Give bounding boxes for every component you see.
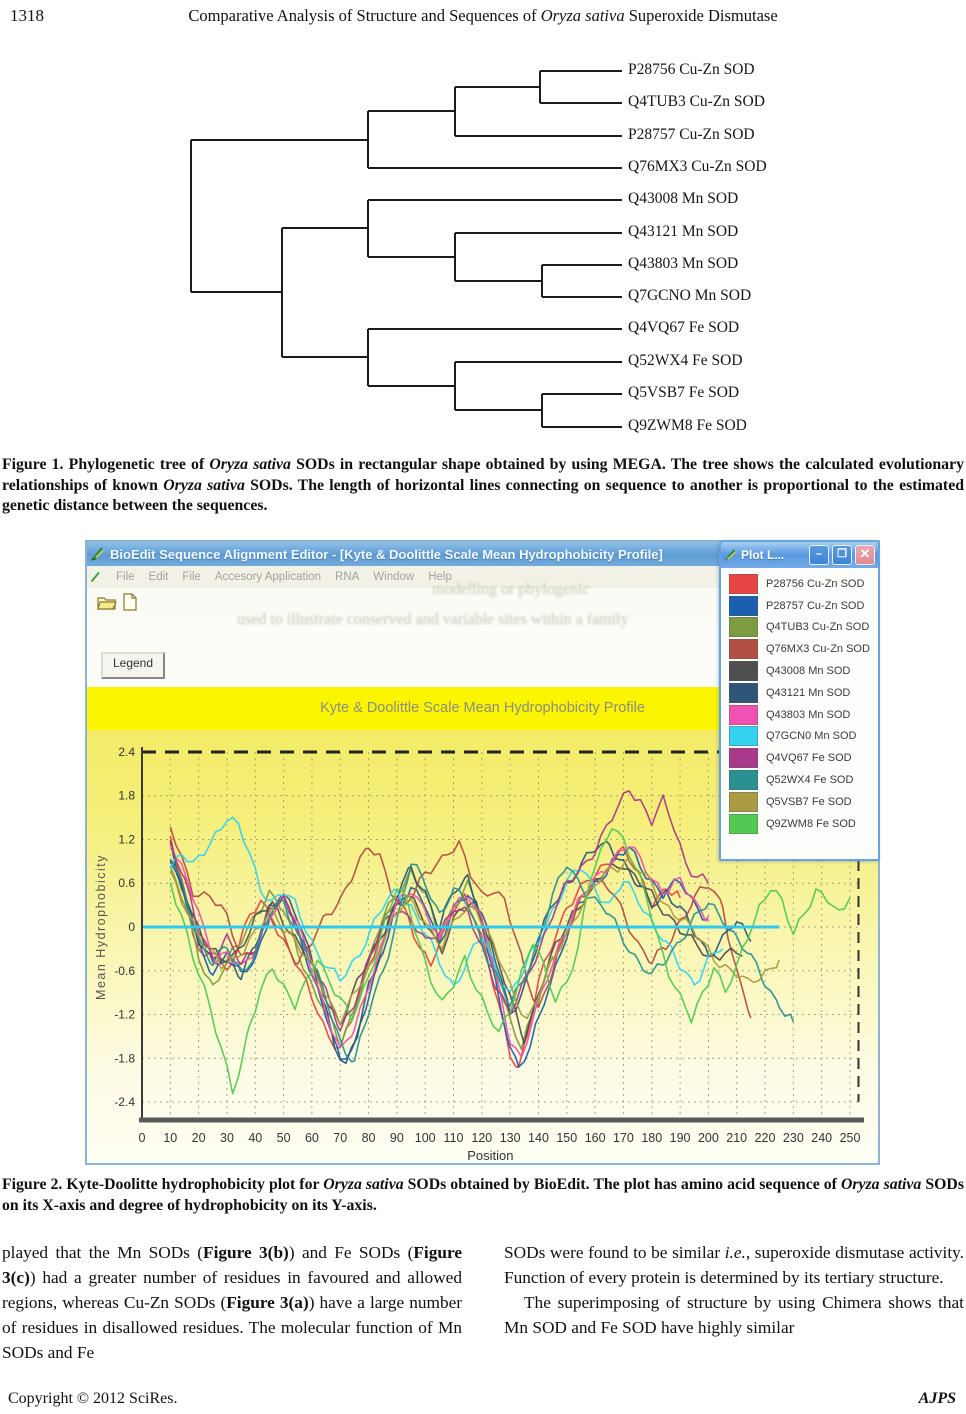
tree-leaf-label: Q76MX3 Cu-Zn SOD <box>628 158 767 175</box>
legend-item-label: Q9ZWM8 Fe SOD <box>766 817 856 830</box>
legend-color-chip <box>729 596 758 616</box>
svg-text:30: 30 <box>220 1131 234 1145</box>
legend-item-label: Q43121 Mn SOD <box>766 686 851 699</box>
svg-text:140: 140 <box>528 1131 549 1145</box>
svg-text:0: 0 <box>138 1131 146 1145</box>
text-segment: played that the Mn SODs ( <box>2 1243 204 1262</box>
text-segment: SODs in rectangular shape obtained by using MEGA. The tree shows the calculated evolutionary relationships of known <box>2 456 964 494</box>
bioedit-window <box>85 540 880 1165</box>
maximize-button[interactable]: ❒ <box>832 545 852 565</box>
text-segment: SODs on its X-axis and degree of hydrophobicity on its Y-axis. <box>2 1176 964 1214</box>
legend-item[interactable] <box>729 769 878 791</box>
text-segment: Oryza sativa <box>540 6 625 25</box>
text-segment: Oryza sativa <box>209 456 291 473</box>
legend-item[interactable] <box>729 638 878 660</box>
svg-text:130: 130 <box>499 1131 521 1145</box>
legend-color-chip <box>729 748 758 768</box>
menu-item-file[interactable]: File <box>116 571 135 583</box>
svg-text:90: 90 <box>389 1131 404 1145</box>
text-segment: Oryza sativa <box>840 1176 922 1193</box>
svg-text:100: 100 <box>414 1131 436 1145</box>
svg-text:200: 200 <box>697 1131 719 1145</box>
body-column-left <box>2 1240 462 1365</box>
legend-item-label: Q4VQ67 Fe SOD <box>766 752 852 765</box>
menu-item-rna[interactable]: RNA <box>335 571 360 583</box>
svg-text:0.6: 0.6 <box>118 876 135 891</box>
svg-text:240: 240 <box>811 1131 833 1145</box>
legend-color-chip <box>729 770 758 790</box>
legend-button[interactable]: Legend <box>101 652 165 679</box>
svg-text:2.4: 2.4 <box>118 744 135 759</box>
svg-text:230: 230 <box>782 1131 804 1145</box>
tree-leaf-label: Q4TUB3 Cu-Zn SOD <box>628 93 765 110</box>
svg-text:160: 160 <box>584 1131 606 1145</box>
svg-text:210: 210 <box>726 1131 748 1145</box>
bleedthrough-text-1: modelling or phylogenic <box>432 581 590 598</box>
text-segment: ) have a large number of residues in disallowed residues. The molecular function of Mn SODs and Fe <box>2 1293 463 1362</box>
legend-item[interactable] <box>729 791 878 813</box>
chart-title: Kyte & Doolittle Scale Mean Hydrophobicity Profile <box>320 700 645 716</box>
body-column-right <box>504 1240 964 1340</box>
svg-text:Position: Position <box>467 1148 514 1163</box>
svg-text:-1.8: -1.8 <box>114 1051 135 1066</box>
body-paragraph-2: The superimposing of structure by using Chimera shows that Mn SOD and Fe SOD have highly similar <box>504 1293 964 1337</box>
svg-text:60: 60 <box>304 1131 319 1145</box>
svg-text:110: 110 <box>443 1131 464 1145</box>
svg-text:1.8: 1.8 <box>118 788 135 803</box>
close-button[interactable]: ✕ <box>855 545 875 565</box>
legend-color-chip <box>729 574 758 594</box>
svg-text:-2.4: -2.4 <box>114 1095 135 1110</box>
svg-text:50: 50 <box>276 1131 291 1145</box>
legend-color-chip <box>729 683 758 703</box>
figure1-caption <box>2 455 964 517</box>
page-title <box>0 6 966 26</box>
tree-leaf-label: Q9ZWM8 Fe SOD <box>628 417 747 434</box>
tree-leaf-label: P28756 Cu-Zn SOD <box>628 61 755 78</box>
legend-item[interactable] <box>729 704 878 726</box>
phylogenetic-tree <box>0 55 966 455</box>
text-segment: Figure 3(a) <box>226 1293 309 1312</box>
text-segment: Figure 3(b) <box>203 1243 289 1262</box>
menu-item-file[interactable]: File <box>182 571 201 583</box>
text-segment: i.e. <box>724 1243 746 1262</box>
legend-color-chip <box>729 639 758 659</box>
text-segment: Oryza sativa <box>163 476 245 494</box>
text-segment: Oryza sativa <box>323 1176 404 1193</box>
svg-text:0: 0 <box>128 920 135 934</box>
svg-text:-0.6: -0.6 <box>114 963 135 978</box>
legend-item-label: Q76MX3 Cu-Zn SOD <box>766 643 870 656</box>
menu-item-accesory-application[interactable]: Accesory Application <box>214 571 322 583</box>
legend-item[interactable] <box>729 747 878 769</box>
tree-leaf-label: Q5VSB7 Fe SOD <box>628 384 740 401</box>
legend-item[interactable] <box>729 682 878 704</box>
legend-item-label: Q43008 Mn SOD <box>766 665 851 678</box>
text-segment: Comparative Analysis of Structure and Sequences of <box>188 6 541 25</box>
legend-item[interactable] <box>729 617 878 639</box>
legend-item-label: Q52WX4 Fe SOD <box>766 774 854 787</box>
legend-color-chip <box>729 726 758 746</box>
svg-text:10: 10 <box>163 1131 178 1145</box>
tree-lines <box>0 55 966 455</box>
tree-leaf-label: Q52WX4 Fe SOD <box>628 352 743 369</box>
legend-color-chip <box>729 792 758 812</box>
menu-item-edit[interactable]: Edit <box>148 571 169 583</box>
bleedthrough-text-2: used to illustrate conserved and variable sites within a family <box>237 611 629 628</box>
svg-text:250: 250 <box>839 1131 861 1145</box>
legend-item[interactable] <box>729 573 878 595</box>
tree-leaf-label: Q43008 Mn SOD <box>628 190 739 207</box>
plot-legend-title: Plot L... <box>741 548 785 562</box>
body-paragraph-1 <box>504 1240 964 1290</box>
legend-color-chip <box>729 814 758 834</box>
plot-window-icon <box>724 548 738 562</box>
svg-text:150: 150 <box>556 1131 578 1145</box>
svg-text:20: 20 <box>191 1131 206 1145</box>
footer-copyright: Copyright © 2012 SciRes. <box>8 1390 178 1407</box>
svg-text:120: 120 <box>471 1131 493 1145</box>
minimize-button[interactable]: – <box>809 545 829 565</box>
page-number: 1318 <box>10 6 44 25</box>
tree-leaf-label: Q7GCNO Mn SOD <box>628 287 752 304</box>
svg-text:180: 180 <box>641 1131 663 1145</box>
text-segment: , superoxide dismutase activity. Function of every protein is determined by its tertiary structure. <box>504 1243 964 1287</box>
text-segment: Figure 3(c) <box>2 1243 462 1287</box>
svg-text:1.2: 1.2 <box>118 832 135 847</box>
legend-color-chip <box>729 661 758 681</box>
text-segment: Figure 1. Phylogenetic tree of <box>2 456 210 473</box>
legend-item[interactable] <box>729 813 878 835</box>
text-segment: SODs obtained by BioEdit. The plot has amino acid sequence of <box>403 1176 841 1193</box>
legend-color-chip <box>729 705 758 725</box>
tree-leaf-label: Q43121 Mn SOD <box>628 223 739 240</box>
footer-journal: AJPS <box>918 1390 956 1407</box>
bioedit-window-title: BioEdit Sequence Alignment Editor - [Kyte & Doolittle Scale Mean Hydrophobicity Profile] <box>110 546 663 562</box>
text-segment: Superoxide Dismutase <box>624 6 778 25</box>
svg-text:220: 220 <box>754 1131 776 1145</box>
menu-item-window[interactable]: Window <box>373 571 415 583</box>
svg-text:190: 190 <box>669 1131 691 1145</box>
legend-item-label: Q7GCN0 Mn SOD <box>766 730 857 743</box>
text-segment: Figure 2. Kyte-Doolitte hydrophobicity plot for <box>2 1176 324 1193</box>
legend-item-label: Q5VSB7 Fe SOD <box>766 795 852 808</box>
svg-text:Mean Hydrophobicity: Mean Hydrophobicity <box>94 854 108 1000</box>
legend-item[interactable] <box>729 595 878 617</box>
plot-legend-items <box>721 568 878 859</box>
menu-item-help[interactable]: Help <box>428 571 452 583</box>
tree-leaf-label: Q4VQ67 Fe SOD <box>628 319 740 336</box>
legend-item[interactable] <box>729 660 878 682</box>
legend-item-label: P28756 Cu-Zn SOD <box>766 577 865 590</box>
legend-item[interactable] <box>729 726 878 748</box>
text-segment: SODs. The length of horizontal lines connecting on sequence to another is proportional to the estimated genetic distance between the sequences. <box>2 476 964 514</box>
svg-text:80: 80 <box>361 1131 376 1145</box>
plot-legend-window <box>719 540 880 861</box>
legend-item-label: Q43803 Mn SOD <box>766 708 851 721</box>
svg-text:170: 170 <box>613 1131 634 1145</box>
plot-legend-titlebar[interactable] <box>721 542 878 568</box>
text-segment: SODs were found to be similar <box>504 1243 725 1262</box>
legend-item-label: Q4TUB3 Cu-Zn SOD <box>766 621 870 634</box>
svg-text:-1.2: -1.2 <box>114 1007 135 1022</box>
tree-leaf-label: Q43803 Mn SOD <box>628 255 739 272</box>
tree-leaf-label: P28757 Cu-Zn SOD <box>628 126 755 143</box>
text-segment: ) had a greater number of residues in favoured and allowed regions, whereas Cu-Zn SODs ( <box>2 1268 462 1312</box>
figure2-caption <box>2 1175 964 1216</box>
legend-color-chip <box>729 617 758 637</box>
legend-item-label: P28757 Cu-Zn SOD <box>766 599 865 612</box>
svg-text:40: 40 <box>248 1131 263 1145</box>
svg-text:70: 70 <box>333 1131 348 1145</box>
text-segment: ) and Fe SODs ( <box>288 1243 414 1262</box>
